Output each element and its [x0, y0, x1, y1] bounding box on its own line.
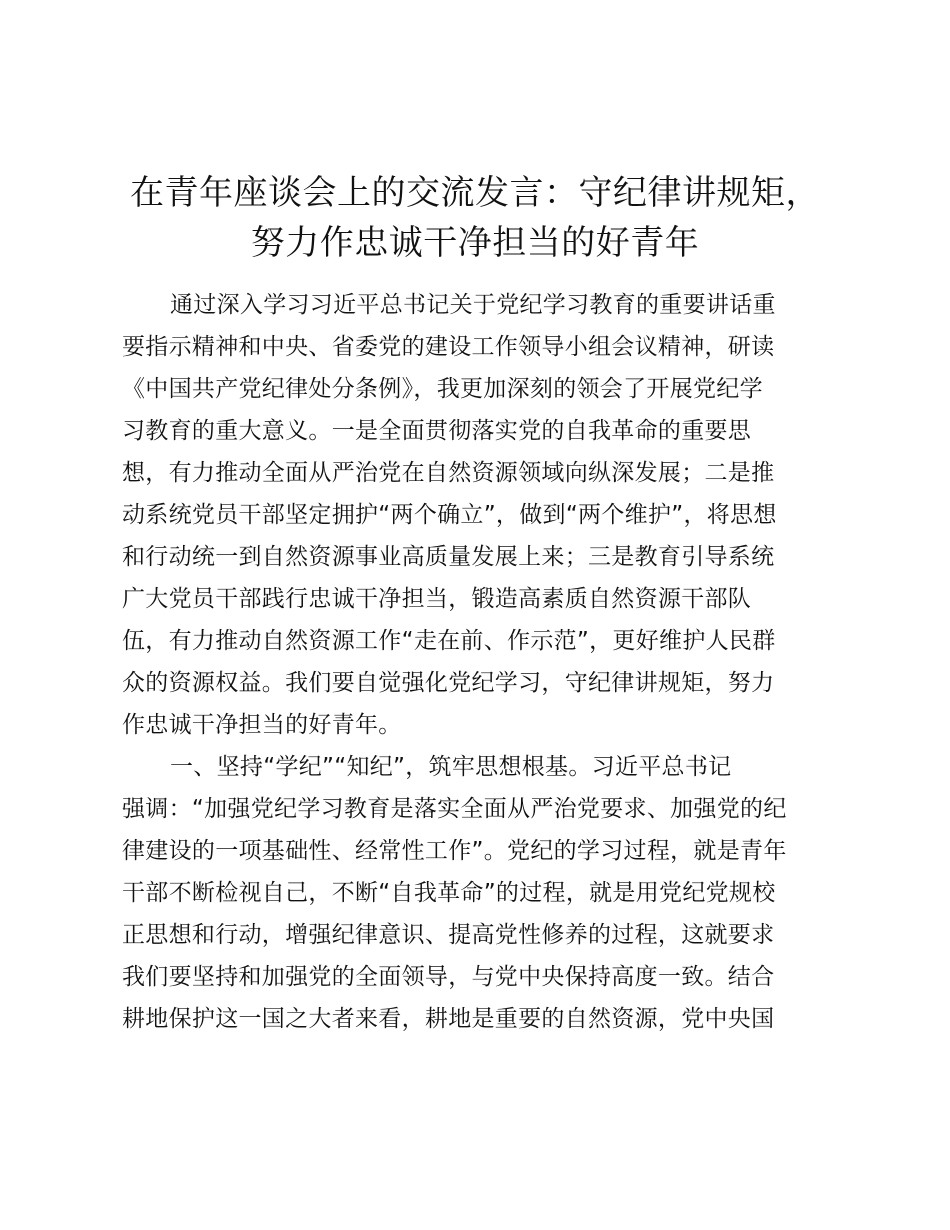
- paragraph-line: 伍，有力推动自然资源工作“走在前、作示范”，更好维护人民群: [122, 628, 776, 654]
- document-body: [122, 284, 834, 1040]
- paragraph-line: 动系统党员干部坚定拥护“两个确立”，做到“两个维护”，将思想: [122, 502, 777, 528]
- paragraph-line: 我们要坚持和加强党的全面领导，与党中央保持高度一致。结合: [122, 964, 775, 990]
- section-heading-line: 一、坚持“学纪”“知纪”，筑牢思想根基。习近平总书记: [170, 754, 732, 780]
- paragraph-line: 《中国共产党纪律处分条例》，我更加深刻的领会了开展党纪学: [122, 376, 763, 402]
- paragraph-line: 要指示精神和中央、省委党的建设工作领导小组会议精神，研读: [122, 334, 775, 360]
- paragraph-line: 干部不断检视自己，不断“自我革命”的过程，就是用党纪党规校: [122, 880, 776, 906]
- paragraph-line: 律建设的一项基础性、经常性工作”。党纪的学习过程，就是青年: [122, 838, 787, 864]
- paragraph-line: 和行动统一到自然资源事业高质量发展上来；三是教育引导系统: [122, 544, 775, 570]
- paragraph-line: 耕地保护这一国之大者来看，耕地是重要的自然资源，党中央国: [122, 1006, 775, 1032]
- paragraph-line: 想，有力推动全面从严治党在自然资源领域向纵深发展；二是推: [122, 460, 775, 486]
- paragraph-line: 广大党员干部践行忠诚干净担当，锻造高素质自然资源干部队: [122, 586, 752, 612]
- paragraph-line: 强调：“加强党纪学习教育是落实全面从严治党要求、加强党的纪: [122, 796, 787, 822]
- paragraph-line: 作忠诚干净担当的好青年。: [122, 712, 402, 738]
- title-line-2: 努力作忠诚干净担当的好青年: [250, 223, 700, 263]
- document-title: [100, 168, 850, 268]
- paragraph-line: 正思想和行动，增强纪律意识、提高党性修养的过程，这就要求: [122, 922, 775, 948]
- paragraph-line: 通过深入学习习近平总书记关于党纪学习教育的重要讲话重: [170, 292, 776, 318]
- paragraph-line: 习教育的重大意义。一是全面贯彻落实党的自我革命的重要思: [122, 418, 752, 444]
- title-line-1: 在青年座谈会上的交流发言：守纪律讲规矩，: [130, 173, 820, 213]
- paragraph-line: 众的资源权益。我们要自觉强化党纪学习，守纪律讲规矩，努力: [122, 670, 775, 696]
